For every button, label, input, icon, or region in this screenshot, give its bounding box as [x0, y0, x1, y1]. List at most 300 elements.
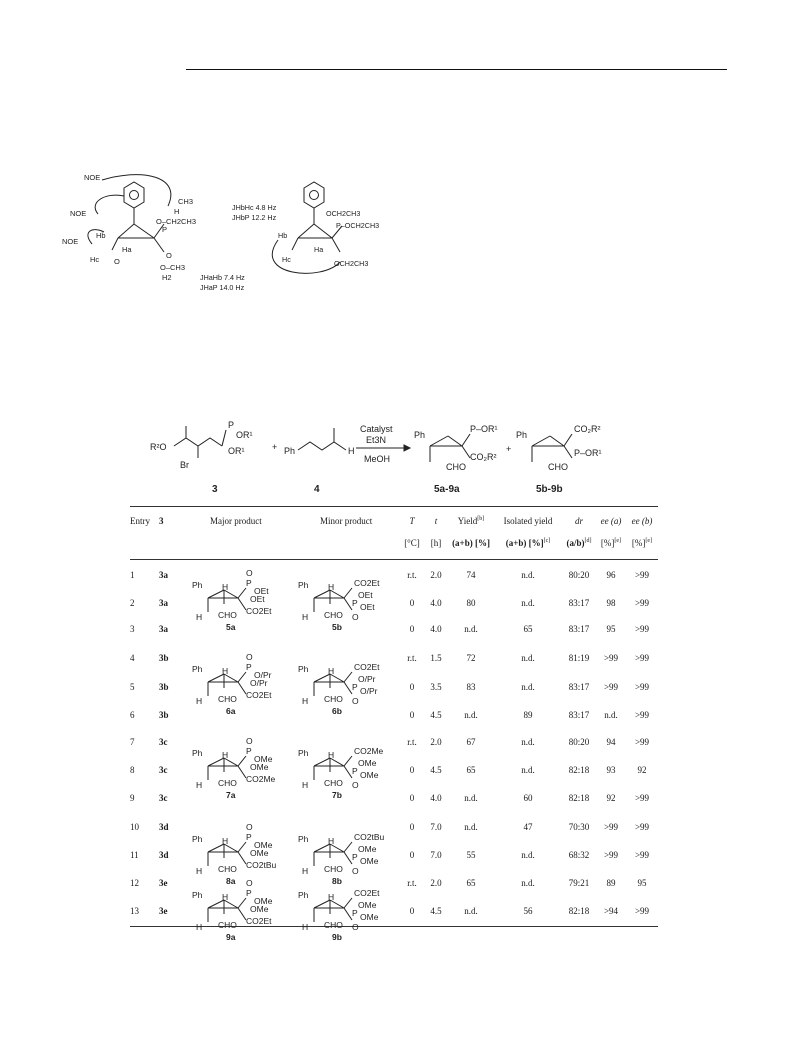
p-substituent-1: OEt	[254, 586, 269, 596]
cell-entry: 1	[130, 570, 135, 580]
major-product-structure	[192, 652, 292, 729]
left-ch2-label: H	[174, 207, 180, 216]
h-label: H	[302, 780, 309, 790]
reaction-scheme	[130, 408, 658, 508]
product-a-label: 5a-9a	[434, 484, 460, 495]
reagent3-r2o: R²O	[150, 442, 167, 452]
phosphorus-label: P	[352, 852, 358, 862]
cell-t: 1.5	[430, 653, 442, 663]
header-minor: Minor product	[320, 516, 373, 526]
cell-ee-b: >99	[634, 906, 650, 916]
phenyl-label: Ph	[298, 890, 309, 900]
phenyl-label: Ph	[192, 890, 203, 900]
cell-dr: 83:17	[568, 682, 590, 692]
cell-iyield: n.d.	[521, 850, 535, 860]
cho-label: CHO	[218, 864, 237, 874]
p-substituent-2: OMe	[360, 856, 379, 866]
cho-label: CHO	[218, 694, 237, 704]
product-b-ester: CO₂R²	[574, 424, 601, 434]
phenyl-label: Ph	[192, 748, 203, 758]
cell-yield: n.d.	[464, 624, 478, 634]
minor-product-structure	[298, 568, 398, 645]
cell-sub: 3c	[159, 765, 168, 775]
cell-sub: 3c	[159, 793, 168, 803]
phenyl-inner-right	[310, 191, 319, 200]
phosphorus-label: P	[246, 662, 252, 672]
p-substituent-1: OEt	[358, 590, 373, 600]
cho-label: CHO	[324, 694, 343, 704]
cell-ee-a: 95	[606, 624, 616, 634]
header-temperature-unit: [°C]	[404, 538, 420, 548]
cell-ee-a: 96	[606, 570, 616, 580]
cell-iyield: 56	[523, 906, 533, 916]
cell-yield: 55	[466, 850, 476, 860]
left-oet-label: O–CH2CH3	[156, 217, 197, 226]
cell-ee-a: 94	[606, 737, 616, 747]
cell-dr: 70:30	[568, 822, 590, 832]
phosphorus-label: P	[352, 682, 358, 692]
ester-label: CO2Et	[354, 888, 380, 898]
phenyl-ring-right	[304, 182, 324, 208]
p-substituent-2: OEt	[360, 602, 375, 612]
reagent3-label: 3	[212, 484, 218, 495]
cell-entry: 5	[130, 682, 135, 692]
noe-arrow-1	[102, 175, 171, 206]
ring-h-label: H	[328, 836, 335, 846]
cell-entry: 11	[130, 850, 139, 860]
phosphoryl-o-label: O	[246, 822, 253, 832]
cell-dr: 80:20	[568, 737, 590, 747]
phenyl-label: Ph	[192, 580, 203, 590]
cell-entry: 2	[130, 598, 135, 608]
p-substituent-2: OMe	[250, 848, 269, 858]
cell-entry: 7	[130, 737, 135, 747]
cell-ee-b: >99	[634, 624, 650, 634]
cell-t: 7.0	[430, 850, 442, 860]
cell-yield: 83	[466, 682, 476, 692]
cell-sub: 3b	[159, 682, 169, 692]
p-substituent-1: OMe	[358, 758, 377, 768]
cell-iyield: n.d.	[521, 653, 535, 663]
cell-T: r.t.	[407, 737, 417, 747]
ester-label: CO2Et	[246, 916, 272, 926]
right-hb-label: Hb	[278, 231, 288, 240]
minor-product-structure	[298, 878, 398, 955]
phenyl-label: Ph	[192, 834, 203, 844]
h-label: H	[196, 696, 203, 706]
cell-iyield: n.d.	[521, 598, 535, 608]
h-label: H	[196, 922, 203, 932]
cell-entry: 3	[130, 624, 135, 634]
phosphoryl-o-label: O	[246, 878, 253, 888]
h-label: H	[196, 612, 203, 622]
phenyl-ring-left	[124, 182, 144, 208]
cell-entry: 12	[130, 878, 139, 888]
p-substituent-1: OMe	[254, 840, 273, 850]
cell-entry: 9	[130, 793, 135, 803]
reagent3-or1b: OR¹	[228, 446, 245, 456]
p-substituent-1: OMe	[358, 900, 377, 910]
left-o1-label: O	[114, 257, 120, 266]
reagent3-br: Br	[180, 460, 189, 470]
p-substituent-2: OEt	[250, 594, 265, 604]
phenyl-label: Ph	[192, 664, 203, 674]
header-major: Major product	[210, 516, 262, 526]
compound-label: 9a	[226, 932, 236, 942]
noe-arrow-2	[95, 195, 124, 214]
reagent4-label: 4	[314, 484, 320, 495]
header-yield-unit: (a+b) [%]	[452, 538, 490, 548]
cell-ee-a: >99	[603, 682, 619, 692]
phenyl-label: Ph	[298, 834, 309, 844]
cell-sub: 3d	[159, 822, 169, 832]
left-p-label: P	[162, 225, 168, 234]
left-ha-label: Ha	[122, 245, 132, 254]
cell-entry: 6	[130, 710, 135, 720]
product-b-cho: CHO	[548, 462, 568, 472]
cell-iyield: n.d.	[521, 765, 535, 775]
cell-T: 0	[409, 850, 415, 860]
phosphorus-label: P	[352, 598, 358, 608]
j-hbhc-label: JHbHc 4.8 Hz	[232, 203, 277, 212]
cell-ee-a: >99	[603, 822, 619, 832]
phenyl-inner-left	[130, 191, 139, 200]
cell-dr: 82:18	[568, 765, 590, 775]
noe-label-2: NOE	[70, 209, 87, 218]
right-oet2-label: P–OCH2CH3	[336, 221, 380, 230]
product-b-p: P–OR¹	[574, 448, 602, 458]
table-body	[130, 560, 658, 942]
compound-label: 6a	[226, 706, 236, 716]
ring-h-label: H	[222, 666, 229, 676]
compound-label: 8b	[332, 876, 342, 886]
cell-iyield: 65	[523, 624, 533, 634]
cell-sub: 3a	[159, 598, 168, 608]
left-h2-label: H2	[162, 273, 172, 282]
plus-2: +	[506, 444, 512, 454]
cho-label: CHO	[324, 920, 343, 930]
cell-T: r.t.	[407, 878, 417, 888]
cell-entry: 4	[130, 653, 135, 663]
cell-ee-b: >99	[634, 793, 650, 803]
cho-label: CHO	[218, 778, 237, 788]
cell-ee-b: >99	[634, 653, 650, 663]
ring-h-label: H	[328, 750, 335, 760]
cell-entry: 13	[130, 906, 139, 916]
cell-t: 2.0	[430, 878, 442, 888]
reagent3-skeleton	[174, 438, 222, 446]
cell-ee-a: 93	[606, 765, 616, 775]
cell-sub: 3a	[159, 624, 168, 634]
cell-yield: n.d.	[464, 793, 478, 803]
header-entry: Entry	[130, 516, 150, 526]
header-time-unit: [h]	[430, 538, 442, 548]
cell-dr: 80:20	[568, 570, 590, 580]
compound-label: 5a	[226, 622, 236, 632]
phosphorus-label: P	[246, 578, 252, 588]
ester-label: CO2Et	[354, 662, 380, 672]
ring-h-label: H	[222, 582, 229, 592]
cell-T: r.t.	[407, 653, 417, 663]
h-label: H	[196, 866, 203, 876]
cell-t: 4.0	[430, 624, 442, 634]
cell-yield: 67	[466, 737, 476, 747]
cell-yield: 65	[466, 878, 476, 888]
cell-iyield: n.d.	[521, 737, 535, 747]
cell-t: 4.5	[430, 710, 442, 720]
compound-label: 7b	[332, 790, 342, 800]
product-a-cho: CHO	[446, 462, 466, 472]
phosphoryl-o-label: O	[352, 696, 359, 706]
ring-h-label: H	[328, 892, 335, 902]
left-hc-label: Hc	[90, 255, 100, 264]
right-oet1-label: OCH2CH3	[326, 209, 361, 218]
cho-label: CHO	[324, 864, 343, 874]
left-cyclopropane-structure	[88, 175, 171, 252]
major-product-structure	[192, 568, 292, 645]
cell-t: 2.0	[430, 570, 442, 580]
ester-label: CO2Me	[246, 774, 276, 784]
ring-h-label: H	[222, 892, 229, 902]
product-a-ph: Ph	[414, 430, 426, 440]
product-a-ester: CO₂R²	[470, 452, 497, 462]
cell-sub: 3c	[159, 737, 168, 747]
header-yield: Yield[b]	[457, 516, 485, 526]
cho-label: CHO	[218, 610, 237, 620]
cell-sub: 3e	[159, 906, 168, 916]
cho-label: CHO	[218, 920, 237, 930]
cell-iyield: n.d.	[521, 682, 535, 692]
cell-yield: 74	[466, 570, 476, 580]
cell-dr: 83:17	[568, 624, 590, 634]
phosphoryl-o-label: O	[246, 652, 253, 662]
table-header	[130, 507, 658, 559]
header-isolated-yield-unit: (a+b) [%][c]	[505, 538, 551, 548]
reagent3-or1a: OR¹	[236, 430, 253, 440]
cell-dr: 83:17	[568, 710, 590, 720]
j-hbp-label: JHbP 12.2 Hz	[232, 213, 277, 222]
cell-T: 0	[409, 765, 415, 775]
major-product-structure	[192, 736, 292, 813]
cell-t: 4.5	[430, 765, 442, 775]
cell-yield: n.d.	[464, 906, 478, 916]
cell-T: 0	[409, 682, 415, 692]
header-isolated-yield: Isolated yield	[503, 516, 553, 526]
p-substituent-2: O/Pr	[360, 686, 378, 696]
noe-coupling-figure	[62, 166, 382, 296]
cell-T: 0	[409, 710, 415, 720]
ester-label: CO2tBu	[246, 860, 277, 870]
p-substituent-2: OMe	[250, 904, 269, 914]
h-label: H	[196, 780, 203, 790]
cell-ee-b: 92	[637, 765, 647, 775]
catalyst-label: Catalyst	[360, 424, 393, 434]
cell-ee-a: >99	[603, 653, 619, 663]
h-label: H	[302, 696, 309, 706]
noe-label-1: NOE	[84, 173, 101, 182]
compound-label: 8a	[226, 876, 236, 886]
cell-iyield: n.d.	[521, 878, 535, 888]
p-substituent-1: OMe	[254, 754, 273, 764]
ester-label: CO2Et	[246, 690, 272, 700]
cho-label: CHO	[324, 610, 343, 620]
cell-T: 0	[409, 906, 415, 916]
cell-t: 4.0	[430, 793, 442, 803]
h-label: H	[302, 922, 309, 932]
left-o2-label: O	[166, 251, 172, 260]
h-label: H	[302, 612, 309, 622]
cell-t: 7.0	[430, 822, 442, 832]
minor-product-structure	[298, 652, 398, 729]
p-substituent-1: O/Pr	[254, 670, 272, 680]
cell-dr: 82:18	[568, 793, 590, 803]
cell-iyield: 89	[523, 710, 533, 720]
cell-sub: 3e	[159, 878, 168, 888]
phosphorus-label: P	[246, 832, 252, 842]
left-ch3-label: CH3	[178, 197, 194, 206]
ring-h-label: H	[328, 582, 335, 592]
right-hc-label: Hc	[282, 255, 291, 264]
cell-T: 0	[409, 598, 415, 608]
major-product-structure	[192, 878, 292, 955]
cell-sub: 3b	[159, 710, 169, 720]
cell-t: 3.5	[430, 682, 442, 692]
j-hap-label: JHaP 14.0 Hz	[200, 283, 245, 292]
noe-label-3: NOE	[62, 237, 79, 246]
phosphorus-label: P	[246, 746, 252, 756]
j-hahb-label: JHaHb 7.4 Hz	[200, 273, 245, 282]
cell-ee-a: >99	[603, 850, 619, 860]
reagent4-skeleton	[298, 442, 346, 450]
cell-t: 4.0	[430, 598, 442, 608]
cell-sub: 3b	[159, 653, 169, 663]
cell-yield: 65	[466, 765, 476, 775]
product-b-label: 5b-9b	[536, 484, 563, 495]
cell-dr: 82:18	[568, 906, 590, 916]
solvent-label: MeOH	[364, 454, 391, 464]
phenyl-label: Ph	[298, 664, 309, 674]
header-ee-b: ee (b)	[631, 516, 653, 526]
cell-ee-b: >99	[634, 850, 650, 860]
minor-product-structure	[298, 736, 398, 813]
cell-sub: 3a	[159, 570, 168, 580]
cell-ee-a: 98	[606, 598, 616, 608]
cell-ee-a: >94	[603, 906, 619, 916]
header-ee-a-unit: [%][e]	[600, 538, 622, 548]
cell-ee-b: >99	[634, 822, 650, 832]
cell-dr: 68:32	[568, 850, 590, 860]
cho-label: CHO	[324, 778, 343, 788]
ester-label: CO2Me	[354, 746, 384, 756]
phosphorus-label: P	[352, 766, 358, 776]
header-ee-a: ee (a)	[600, 516, 622, 526]
cell-dr: 83:17	[568, 598, 590, 608]
reagent4-ph: Ph	[284, 446, 296, 456]
p-substituent-2: OMe	[360, 770, 379, 780]
compound-label: 9b	[332, 932, 342, 942]
cell-iyield: n.d.	[521, 570, 535, 580]
cell-entry: 10	[130, 822, 139, 832]
left-hb-label: Hb	[96, 231, 106, 240]
cell-ee-a: 92	[606, 793, 616, 803]
reagent4-h: H	[348, 446, 355, 456]
phosphorus-label: P	[246, 888, 252, 898]
cell-T: r.t.	[407, 570, 417, 580]
ester-label: CO2tBu	[354, 832, 385, 842]
results-table	[130, 506, 658, 942]
header-ee-b-unit: [%][e]	[631, 538, 653, 548]
right-ha-label: Ha	[314, 245, 324, 254]
cell-iyield: 60	[523, 793, 533, 803]
plus-1: +	[272, 442, 278, 452]
h-label: H	[302, 866, 309, 876]
ester-label: CO2Et	[246, 606, 272, 616]
product-b-ph: Ph	[516, 430, 528, 440]
p-substituent-2: O/Pr	[250, 678, 268, 688]
phosphoryl-o-label: O	[352, 612, 359, 622]
header-dr: dr	[574, 516, 583, 526]
p-substituent-1: OMe	[254, 896, 273, 906]
p-substituent-2: OMe	[360, 912, 379, 922]
cell-ee-a: 89	[606, 878, 616, 888]
p-substituent-1: O/Pr	[358, 674, 376, 684]
p-substituent-2: OMe	[250, 762, 269, 772]
header-dr-unit: (a/b)[d]	[566, 538, 592, 548]
phosphorus-label: P	[352, 908, 358, 918]
p-substituent-1: OMe	[358, 844, 377, 854]
ester-label: CO2Et	[354, 578, 380, 588]
cell-T: 0	[409, 624, 415, 634]
cell-ee-b: >99	[634, 570, 650, 580]
base-label: Et3N	[366, 435, 387, 445]
compound-label: 7a	[226, 790, 236, 800]
ring-h-label: H	[328, 666, 335, 676]
cell-ee-a: n.d.	[604, 710, 618, 720]
phosphoryl-o-label: O	[352, 922, 359, 932]
cell-yield: 80	[466, 598, 476, 608]
cell-yield: n.d.	[464, 710, 478, 720]
compound-label: 6b	[332, 706, 342, 716]
cell-ee-b: 95	[637, 878, 647, 888]
cell-dr: 79:21	[568, 878, 590, 888]
cell-t: 4.5	[430, 906, 442, 916]
header-temperature: T	[409, 516, 415, 526]
cell-ee-b: >99	[634, 598, 650, 608]
cell-yield: 72	[466, 653, 476, 663]
phosphoryl-o-label: O	[246, 736, 253, 746]
cell-ee-b: >99	[634, 710, 650, 720]
cell-yield: n.d.	[464, 822, 478, 832]
cell-iyield: 47	[523, 822, 533, 832]
phosphoryl-o-label: O	[352, 780, 359, 790]
ring-h-label: H	[222, 836, 229, 846]
cell-T: 0	[409, 793, 415, 803]
cell-ee-b: >99	[634, 737, 650, 747]
right-oet3-label: OCH2CH3	[334, 259, 369, 268]
cell-T: 0	[409, 822, 415, 832]
left-och3-label: O–CH3	[160, 263, 186, 272]
compound-label: 5b	[332, 622, 342, 632]
header-substrate: 3	[159, 516, 164, 526]
page-header-rule	[186, 69, 727, 70]
cell-entry: 8	[130, 765, 135, 775]
cell-dr: 81:19	[568, 653, 590, 663]
reagent3-p: P	[228, 420, 235, 430]
phenyl-label: Ph	[298, 580, 309, 590]
cell-t: 2.0	[430, 737, 442, 747]
header-time: t	[434, 516, 438, 526]
phenyl-label: Ph	[298, 748, 309, 758]
